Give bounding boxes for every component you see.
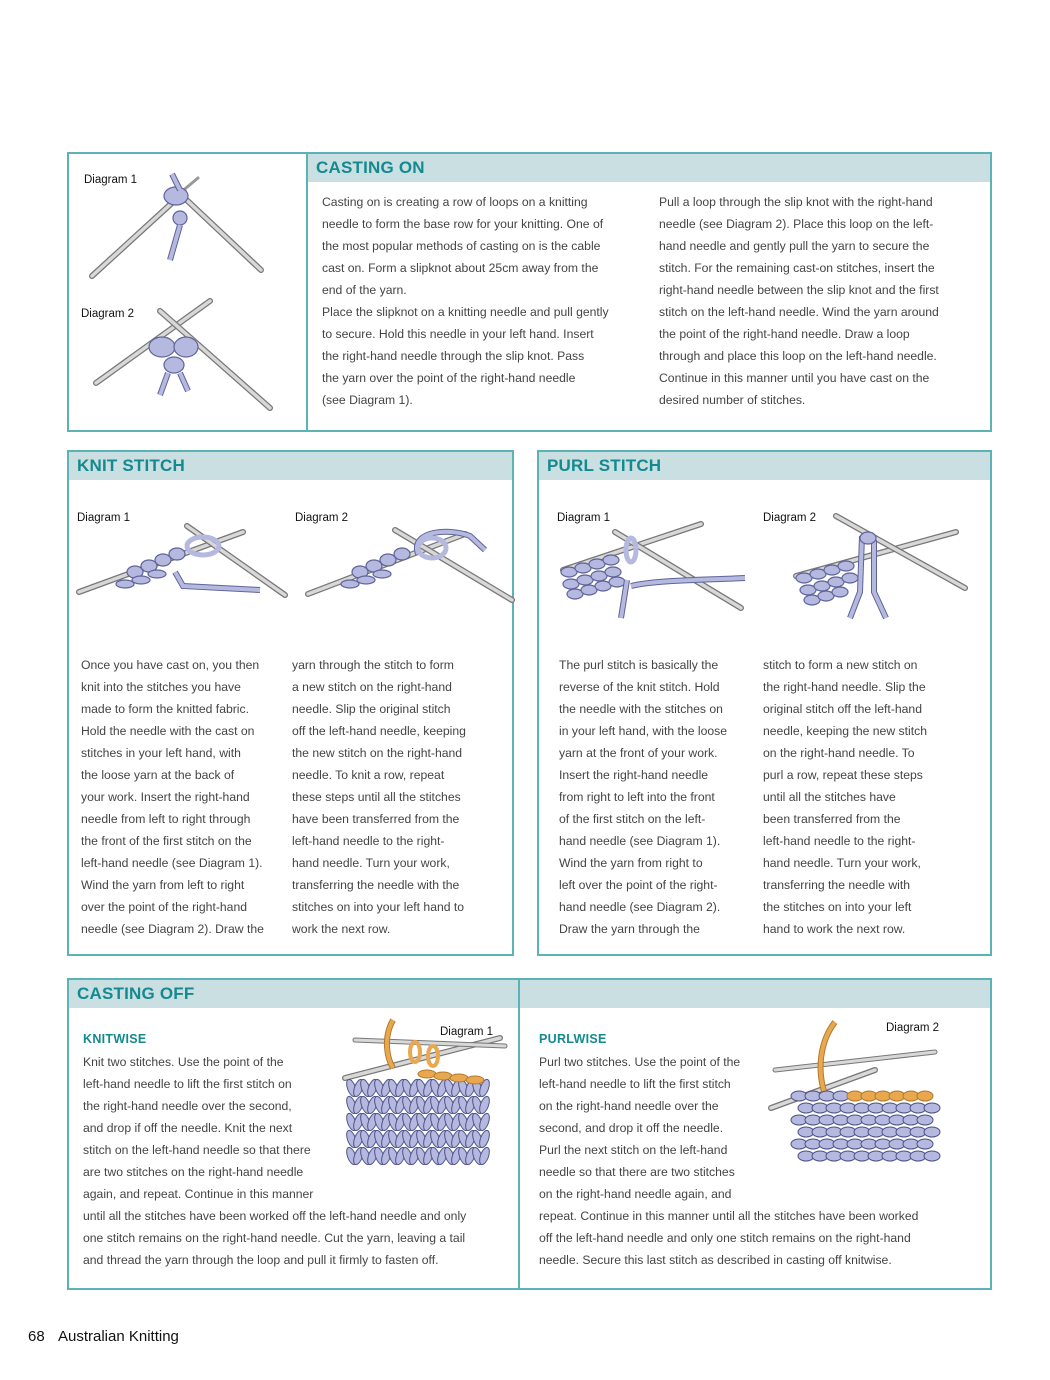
purlwise-diagram-illustration [765,1020,950,1170]
casting-off-divider [518,978,520,1290]
yarn-icon [796,532,886,618]
knitwise-text-top: Knit two stitches. Use the point of the left-hand needle to lift the first stitch on the right-hand needle over the second, and drop if off the needle. Knit the next stitch on the left-hand needle so that there are two stitches on the right-hand needle again, and repeat. Continue in this manner [83,1055,314,1201]
knit-stitch-text-col2: yarn through the stitch to form a new stitch on the right-hand needle. Slip the original stitch off the left-hand needle, keeping the new stitch on the right-hand needle. To knit a row, repeat these steps until all the stitches have been transferred from the left-hand needle to the right- hand needle. Turn your work, transferring the needle with the stitches on into your left hand to work the next row. [292,658,466,936]
publication-title: Australian Knitting [58,1328,179,1345]
purl-stitch-text-col2: stitch to form a new stitch on the right-hand needle. Slip the original stitch off the left-hand needle, keeping the new stitch on the right-hand needle. To purl a row, repeat these steps until all the stitches have been transferred from the left-hand needle to the right- hand needle. Turn your work, transferring the needle with the stitches on into your left hand to work the next row. [763,658,927,936]
purlwise-diagram-label: Diagram 2 [886,1022,940,1034]
knit-stitch-diagram2-label: Diagram 2 [295,512,349,524]
knitwise-diagram-illustration [335,1018,515,1168]
purl-stitch-bump [917,1091,933,1101]
purl-stitch-diagram2-label: Diagram 2 [763,512,817,524]
purl-stitch-text-col1: The purl stitch is basically the reverse of the knit stitch. Hold the needle with the stitches on in your left hand, with the loose yarn at the front of your work. Insert the right-hand needle from right to left into the front of the first stitch on the left- hand needle (see Diagram 1). Wind the yarn from right to left over the point of the right- hand needle (see Diagram 2). Draw the yarn through the [559,658,728,936]
casting-on-diagram2-illustration [80,295,300,420]
casting-on-diagram1-label: Diagram 1 [84,174,138,186]
casting-on-diagram1-illustration [80,170,300,290]
casting-on-text-col2: Pull a loop through the slip knot with the right-hand needle (see Diagram 2). Place this loop on the left- hand needle and gently pull the yarn to secure the stitch. For the remaining cast-on stitches, insert the right-hand needle between the slip knot and the first stitch on the left-hand needle. Wind the yarn around the point of the right-hand needle. Draw a loop through and place this loop on the left-hand needle. Continue in this manner until you have cast on the desired number of stitches. [659,195,939,407]
yarn-icon [164,174,188,260]
purl-stitch-title: PURL STITCH [539,452,990,480]
casting-on-text-col1: Casting on is creating a row of loops on a knitting needle to form the base row for your knitting. One of the most popular methods of casting on is the cable cast on. Form a slipknot about 25cm away from the end of the yarn. Place the slipknot on a knitting needle and pull gently to secure. Hold this needle in your left hand. Insert the right-hand needle through the slip knot. Pass the yarn over the point of the right-hand needle (see Diagram 1). [322,195,609,407]
purl-stitch-diagram1-illustration [555,520,755,620]
knit-fabric-icon [345,1078,492,1166]
purl-stitch-bump [917,1139,933,1149]
needle-icon [308,530,512,600]
cast-off-chain-icon [410,1042,484,1084]
casting-on-diagram2-label: Diagram 2 [81,308,135,320]
yarn-icon [561,538,745,618]
page-number: 68 [28,1328,45,1345]
purl-stitch-bump [917,1115,933,1125]
yarn-icon [149,337,198,395]
knit-stitch-diagram2-illustration [300,510,510,610]
knitwise-text-bottom: until all the stitches have been worked off the left-hand needle and only one stitch remains on the right-hand needle. Cut the yarn, leaving a tail and thread the yarn through the loop and pull it firmly to fasten off. [83,1209,467,1267]
purl-stitch-bump [924,1127,940,1137]
casting-off-title: CASTING OFF [69,980,990,1008]
casting-on-title: CASTING ON [308,154,990,182]
knit-stitch-diagram1-illustration [75,510,285,610]
purl-stitch-bump [924,1103,940,1113]
purl-fabric-icon [791,1091,940,1161]
knit-stitch-text-col1: Once you have cast on, you then knit into the stitches you have made to form the knitted fabric. Hold the needle with the cast on stitches in your left hand, with the loose yarn at the back of your work. Insert the right-hand needle from left to right through the front of the first stitch on the left-hand needle (see Diagram 1). Wind the yarn from left to right over the point of the right-hand needle (see Diagram 2). Draw the [81,658,264,936]
purlwise-subtitle: PURLWISE [539,1032,607,1046]
knit-stitch-diagram1-label: Diagram 1 [77,512,131,524]
purlwise-text-bottom: repeat. Continue in this manner until all the stitches have been worked off the left-hand needle and only one stitch remains on the right-hand needle. Secure this last stitch as described in casting off knitwise. [539,1209,919,1267]
knitwise-subtitle: KNITWISE [83,1032,147,1046]
casting-on-divider [306,152,308,432]
knit-stitch-title: KNIT STITCH [69,452,512,480]
purl-stitch-bump [924,1151,940,1161]
purl-stitch-diagram1-label: Diagram 1 [557,512,611,524]
purl-stitch-diagram2-illustration [790,512,980,622]
knitwise-diagram-label: Diagram 1 [440,1026,494,1038]
purlwise-text-top: Purl two stitches. Use the point of the left-hand needle to lift the first stitch on the right-hand needle over the second, and drop it off the needle. Purl the next stitch on the left-hand needle so that there are two stitches on the right-hand needle again, and [539,1055,741,1201]
